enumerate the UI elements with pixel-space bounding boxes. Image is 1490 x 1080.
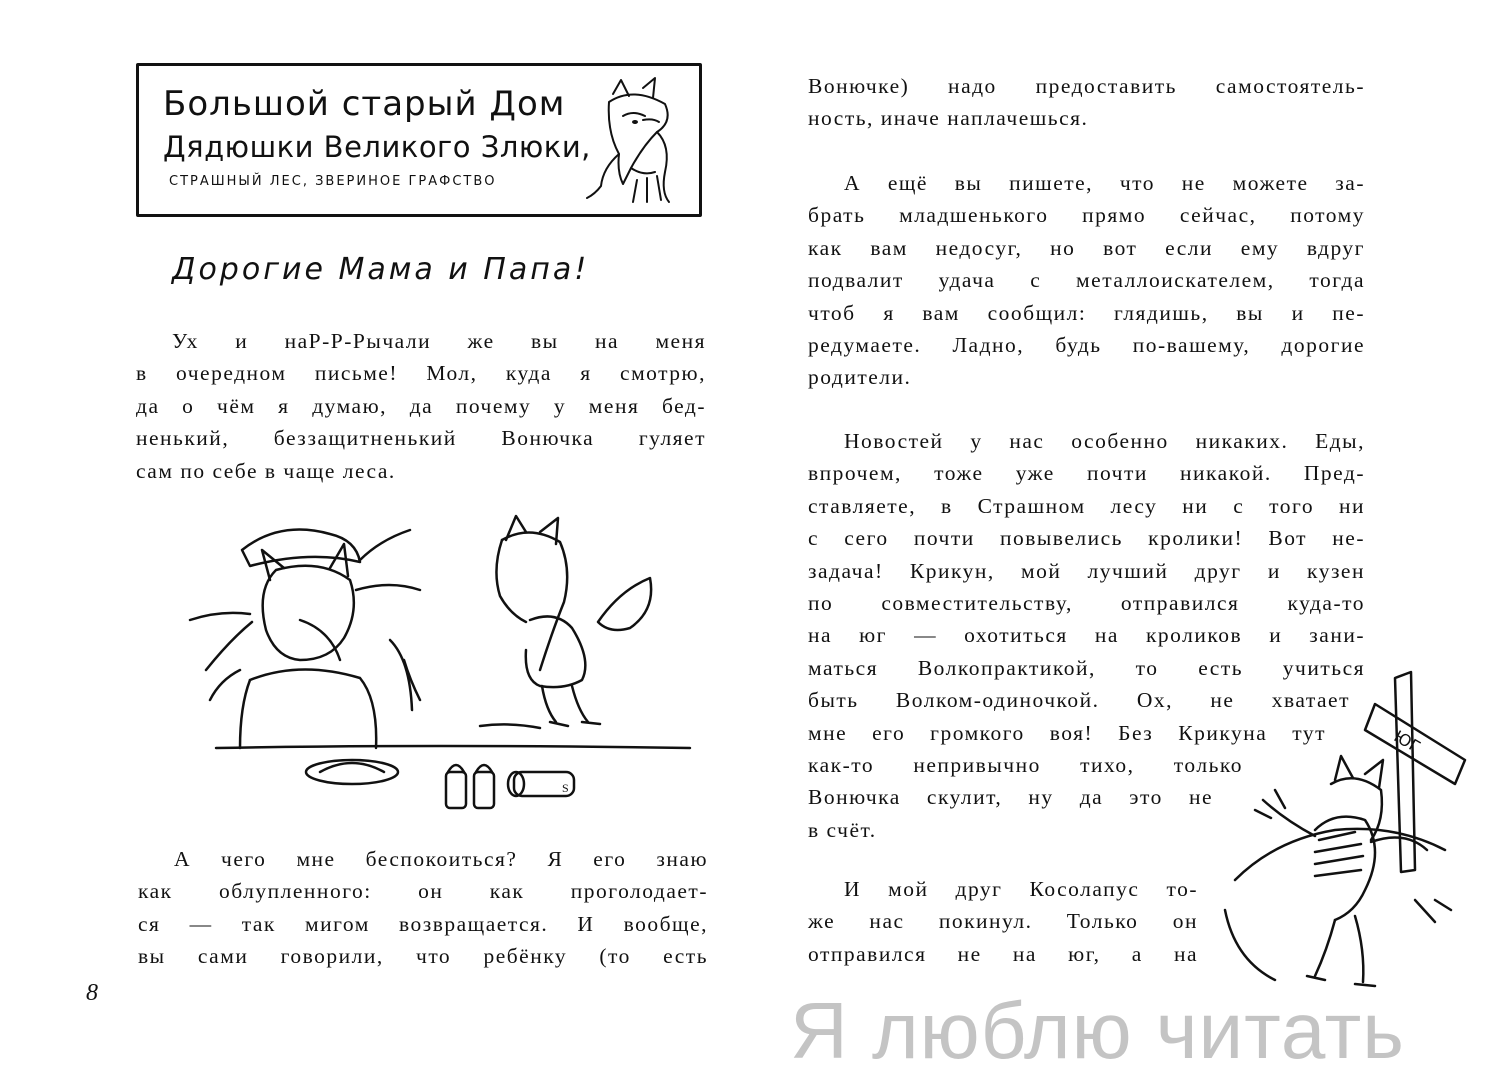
right-page xyxy=(745,0,1490,1080)
paragraph-1 xyxy=(136,325,706,487)
paragraph-continued xyxy=(808,70,1365,135)
salutation: Дорогие Мама и Папа! xyxy=(172,252,590,287)
text-line: чтоб я вам сообщил: глядишь, вы и пе- xyxy=(808,300,1365,325)
watermark: Я люблю читать xyxy=(790,986,1405,1075)
wolf-portrait-illustration xyxy=(573,76,693,206)
text-line: мне его громкого воя! Без Крикуна тут xyxy=(808,720,1326,745)
text-line: А ещё вы пишете, что не можете за- xyxy=(844,171,1365,195)
text-line: Ух и наР-Р-Рычали же вы на меня xyxy=(172,329,706,353)
text-line: подвалит удача с металлоискателем, тогда xyxy=(808,268,1365,293)
text-line: с сего почти повывелись кролики! Вот не- xyxy=(808,526,1365,551)
text-line: ненький, беззащитненький Вонючка гуляет xyxy=(136,426,706,451)
text-line: быть Волком-одиночкой. Ох, не хватает xyxy=(808,688,1350,713)
page-number: 8 xyxy=(86,980,98,1006)
text-line: как-то непривычно тихо, только xyxy=(808,753,1243,778)
letter-header-box xyxy=(136,63,702,217)
text-line: отправился не на юг, а на xyxy=(808,941,1198,966)
wolf-signpost-illustration xyxy=(1215,660,1475,1000)
text-line: сам по себе в чаще леса. xyxy=(136,458,396,483)
text-line: на юг — охотиться на кроликов и зани- xyxy=(808,623,1365,648)
paragraph-5 xyxy=(808,873,1198,970)
paragraph-3 xyxy=(808,167,1365,394)
text-line: в счёт. xyxy=(808,817,877,842)
signpost-label: ЮГ xyxy=(1390,726,1424,757)
paragraph-2 xyxy=(138,843,708,973)
text-line: Новостей у нас особенно никаких. Еды, xyxy=(844,429,1365,453)
header-address: СТРАШНЫЙ ЛЕС, ЗВЕРИНОЕ ГРАФСТВО xyxy=(169,174,497,189)
text-line: ность, иначе наплачешься. xyxy=(808,106,1089,131)
text-line: как облупленного: он как проголодает- xyxy=(138,879,708,904)
header-title: Большой старый Дом xyxy=(163,84,566,124)
wolves-dinner-illustration xyxy=(180,510,700,830)
text-line: А чего мне беспокоиться? Я его знаю xyxy=(174,847,708,871)
text-line: И мой друг Косолапус то- xyxy=(844,877,1198,901)
text-line: родители. xyxy=(808,365,912,390)
text-line: же нас покинул. Только он xyxy=(808,909,1198,934)
sauce-bottle-label: S xyxy=(562,781,569,795)
text-line: редумаете. Ладно, будь по-вашему, дорогие xyxy=(808,333,1365,358)
text-line: ставляете, в Страшном лесу ни с того ни xyxy=(808,493,1365,518)
text-line: маться Волкопрактикой, то есть учиться xyxy=(808,655,1365,680)
text-line: вы сами говорили, что ребёнку (то есть xyxy=(138,944,708,969)
text-line: Вонючка скулит, ну да это не xyxy=(808,785,1213,810)
text-line: в очередном письме! Мол, куда я смотрю, xyxy=(136,361,706,386)
text-line: Вонючке) надо предоставить самостоятель- xyxy=(808,74,1365,98)
text-line: да о чём я думаю, да почему у меня бед- xyxy=(136,393,706,418)
text-line: по совместительству, отправился куда-то xyxy=(808,591,1365,616)
text-line: задача! Крикун, мой лучший друг и кузен xyxy=(808,558,1365,583)
text-line: как вам недосуг, но вот если ему вдруг xyxy=(808,235,1365,260)
text-line: брать младшенького прямо сейчас, потому xyxy=(808,203,1365,228)
text-line: ся — так мигом возвращается. И вообще, xyxy=(138,911,708,936)
header-subtitle: Дядюшки Великого Злюки, xyxy=(163,130,591,164)
text-line: впрочем, тоже уже почти никакой. Пред- xyxy=(808,461,1365,486)
